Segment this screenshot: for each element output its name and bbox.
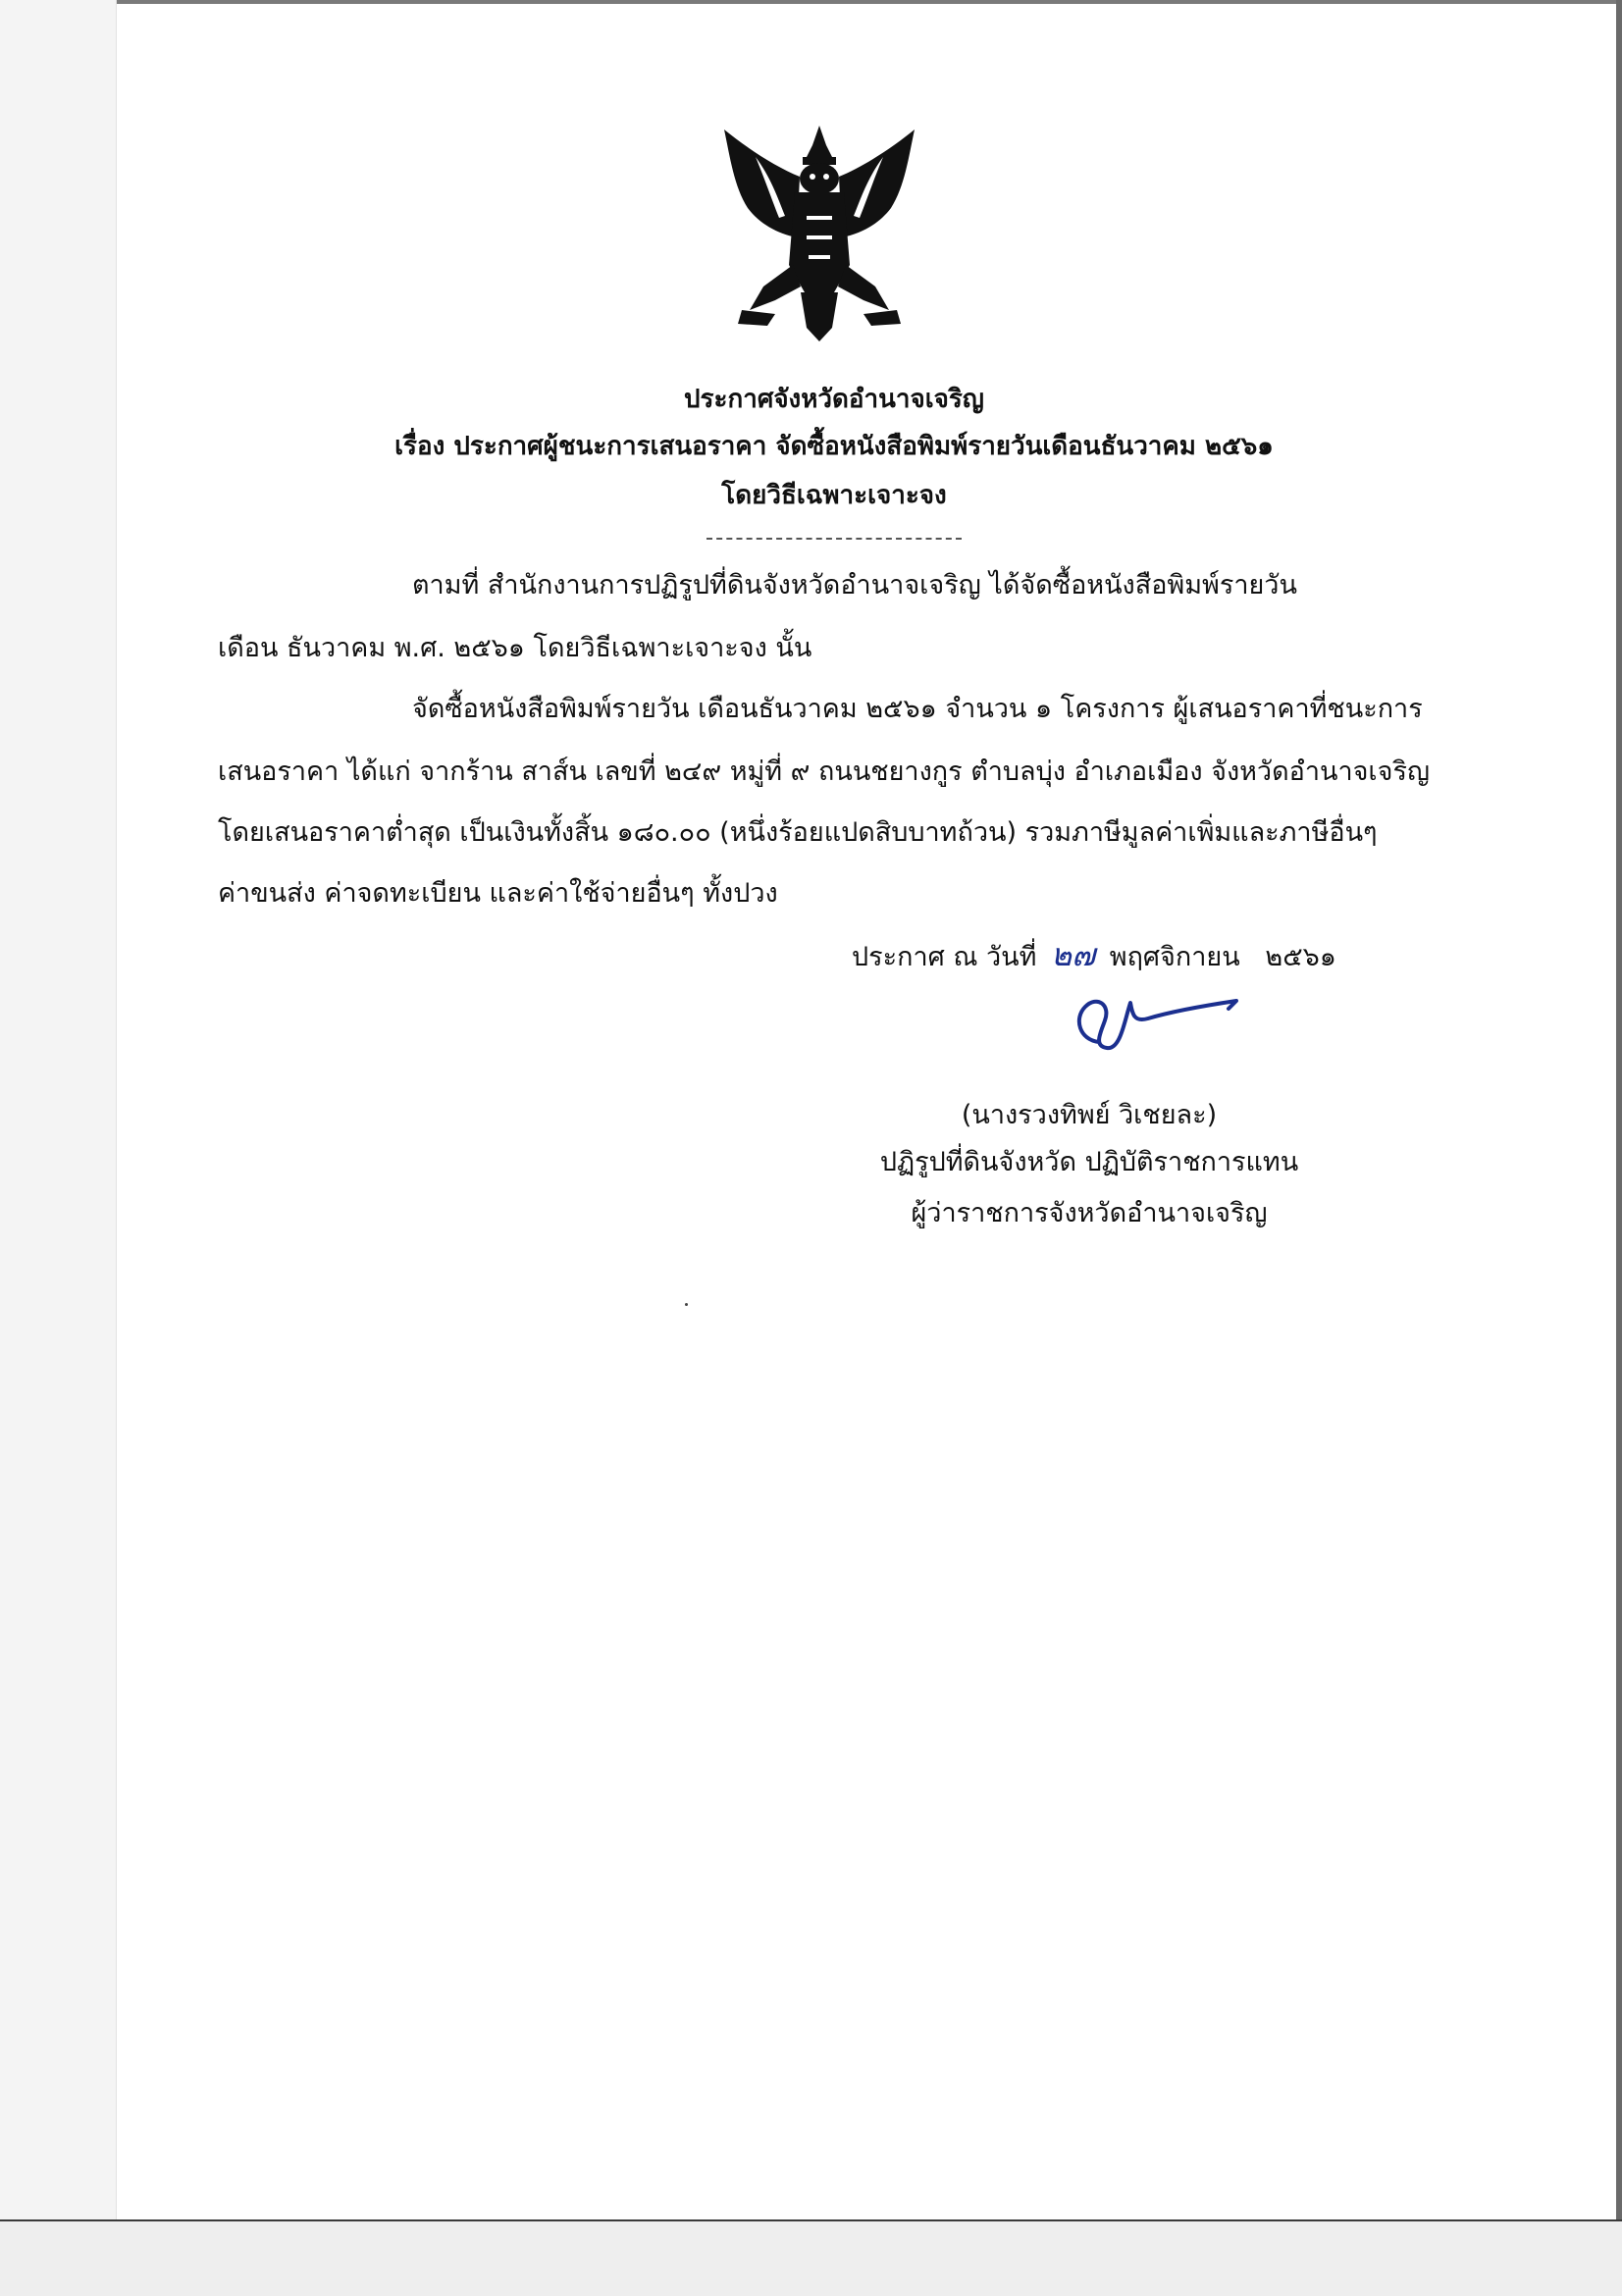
announce-year: ๒๕๖๑ <box>1265 942 1336 972</box>
signatory-name: (นางรวงทิพย์ วิเชยละ) <box>961 1100 1218 1130</box>
scan-speck <box>685 1303 688 1306</box>
paragraph-1-line-2: เดือน ธันวาคม พ.ศ. ๒๕๖๑ โดยวิธีเฉพาะเจาะจง นั้น <box>218 633 812 663</box>
garuda-emblem-icon <box>716 118 922 343</box>
signatory-position-1: ปฏิรูปที่ดินจังหวัด ปฏิบัติราชการแทน <box>879 1147 1299 1177</box>
handwritten-signature <box>1060 981 1256 1060</box>
paragraph-2-line-3: โดยเสนอราคาต่ำสุด เป็นเงินทั้งสิ้น ๑๘๐.๐๐ (หนึ่งร้อยแปดสิบบาทถ้วน) รวมภาษีมูลค่าเพิ่มและภาษีอื่นๆ <box>218 817 1378 848</box>
scan-edge-right <box>1616 0 1622 2219</box>
title-separator <box>706 538 962 540</box>
scan-margin-bottom <box>0 2219 1622 2296</box>
paragraph-2-line-2: เสนอราคา ได้แก่ จากร้าน สาส์น เลขที่ ๒๔๙ หมู่ที่ ๙ ถนนชยางกูร ตำบลบุ่ง อำเภอเมือง จังหวัดอำนาจเจริญ <box>218 757 1430 787</box>
announce-date-line <box>852 930 1336 980</box>
paragraph-1-line-1: ตามที่ สำนักงานการปฏิรูปที่ดินจังหวัดอำนาจเจริญ ได้จัดซื้อหนังสือพิมพ์รายวัน <box>412 570 1297 600</box>
announce-day-handwritten: ๒๗ <box>1051 936 1096 973</box>
paragraph-2-line-4: ค่าขนส่ง ค่าจดทะเบียน และค่าใช้จ่ายอื่นๆ ทั้งปวง <box>218 878 778 909</box>
announce-month: พฤศจิกายน <box>1109 942 1240 972</box>
paragraph-2-line-1: จัดซื้อหนังสือพิมพ์รายวัน เดือนธันวาคม ๒๕๖๑ จำนวน ๑ โครงการ ผู้เสนอราคาที่ชนะการ <box>412 694 1423 724</box>
document-subject: เรื่อง ประกาศผู้ชนะการเสนอราคา จัดซื้อหนังสือพิมพ์รายวันเดือนธันวาคม ๒๕๖๑ <box>394 432 1274 461</box>
announce-prefix: ประกาศ ณ วันที่ <box>852 942 1037 972</box>
signatory-position-2: ผู้ว่าราชการจังหวัดอำนาจเจริญ <box>911 1198 1268 1228</box>
scan-edge-top <box>0 0 1622 4</box>
scan-margin-left <box>0 0 117 2294</box>
procurement-method: โดยวิธีเฉพาะเจาะจง <box>721 481 947 510</box>
document-title: ประกาศจังหวัดอำนาจเจริญ <box>684 385 984 414</box>
